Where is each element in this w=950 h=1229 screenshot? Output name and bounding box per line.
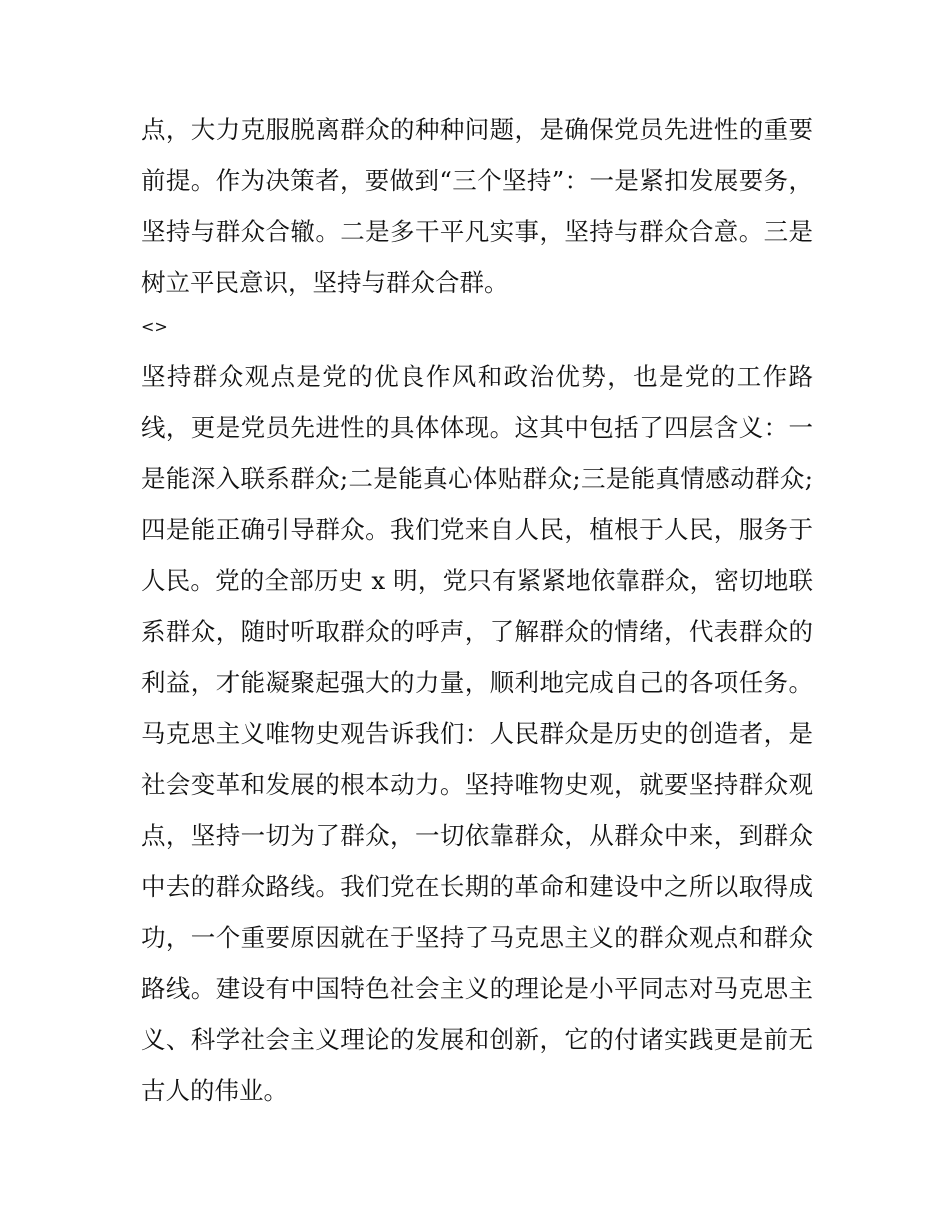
paragraph-line: 人民。党的全部历史 x 明，党只有紧紧地依靠群众，密切地联: [141, 566, 813, 595]
paragraph-line: 功，一个重要原因就在于坚持了马克思主义的群众观点和群众: [141, 923, 813, 952]
paragraph-line: 点，坚持一切为了群众，一切依靠群众，从群众中来，到群众: [141, 821, 813, 850]
paragraph-line: 树立平民意识，坚持与群众合群。: [141, 268, 509, 297]
separator-text: <>: [141, 317, 168, 336]
paragraph-line: 系群众，随时听取群众的呼声，了解群众的情绪，代表群众的: [141, 617, 813, 646]
paragraph-line: 是能深入联系群众;二是能真心体贴群众;三是能真情感动群众;: [141, 464, 813, 493]
paragraph-line: 四是能正确引导群众。我们党来自人民，植根于人民，服务于: [141, 515, 813, 544]
paragraph-line: 古人的伟业。: [141, 1076, 288, 1105]
paragraph-line: 坚持群众观点是党的优良作风和政治优势，也是党的工作路: [141, 362, 813, 391]
paragraph-line: 线，更是党员先进性的具体体现。这其中包括了四层含义：一: [141, 413, 813, 442]
paragraph-line: 中去的群众路线。我们党在长期的革命和建设中之所以取得成: [141, 872, 813, 901]
section-separator: [141, 312, 813, 342]
paragraph-line: 马克思主义唯物史观告诉我们：人民群众是历史的创造者，是: [141, 719, 813, 748]
paragraph-line: 社会变革和发展的根本动力。坚持唯物史观，就要坚持群众观: [141, 770, 813, 799]
paragraph-line: 义、科学社会主义理论的发展和创新，它的付诸实践更是前无: [141, 1025, 813, 1054]
paragraph-line: 路线。建设有中国特色社会主义的理论是小平同志对马克思主: [141, 974, 813, 1003]
paragraph-line: 利益，才能凝聚起强大的力量，顺利地完成自己的各项任务。: [141, 668, 813, 697]
paragraph-1: [141, 104, 813, 308]
paragraph-2: [141, 351, 813, 1116]
paragraph-line: 前提。作为决策者，要做到“三个坚持”：一是紧扣发展要务，: [141, 166, 813, 195]
paragraph-line: 坚持与群众合辙。二是多干平凡实事，坚持与群众合意。三是: [141, 217, 813, 246]
paragraph-line: 点，大力克服脱离群众的种种问题，是确保党员先进性的重要: [141, 115, 813, 144]
